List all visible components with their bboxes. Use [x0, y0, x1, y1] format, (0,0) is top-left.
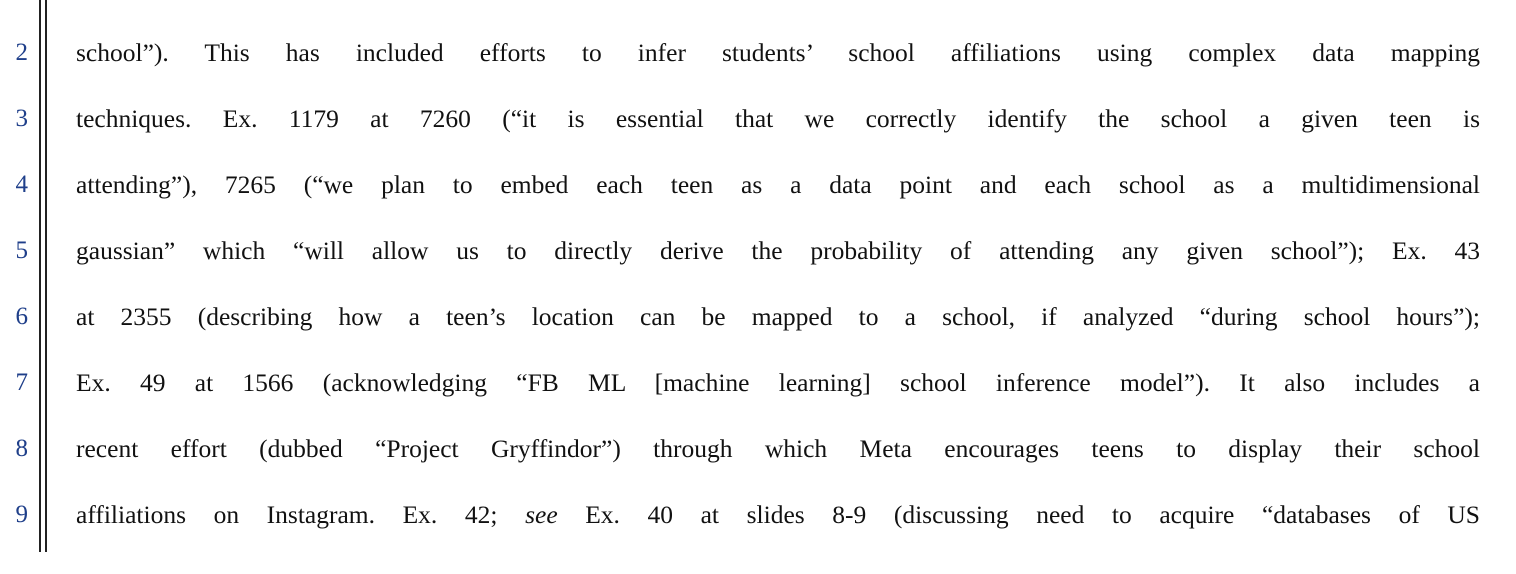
line-text: school”). This has included efforts to infer students’ school affiliations using complex data mapping	[76, 38, 1480, 67]
line-number: 3	[15, 105, 28, 132]
line-text: Ex. 49 at 1566 (acknowledging “FB ML [machine learning] school inference model”). It also includes a	[76, 368, 1480, 397]
line-number: 2	[15, 39, 28, 66]
line-number: 7	[15, 369, 28, 396]
line-text: attending”), 7265 (“we plan to embed each teen as a data point and each school as a multidimensional	[76, 170, 1480, 199]
line-text-segment: affiliations on Instagram. Ex. 42;	[76, 500, 526, 529]
line-text: at 2355 (describing how a teen’s location can be mapped to a school, if analyzed “during school hours”);	[76, 302, 1480, 331]
line-text	[76, 500, 1480, 530]
document-line	[0, 170, 1516, 236]
citation-signal-see: see	[525, 500, 558, 529]
line-number: 9	[15, 501, 28, 528]
document-line	[0, 302, 1516, 368]
line-text-segment: Ex. 40 at slides 8-9 (discussing need to acquire “databases of US	[557, 500, 1480, 529]
document-line	[0, 500, 1516, 566]
line-number: 4	[15, 171, 28, 198]
line-text: gaussian” which “will allow us to directly derive the probability of attending any given school”); Ex. 43	[76, 236, 1480, 265]
line-text: techniques. Ex. 1179 at 7260 (“it is essential that we correctly identify the school a given teen is	[76, 104, 1480, 133]
line-number: 5	[15, 237, 28, 264]
line-text: recent effort (dubbed “Project Gryffindor”) through which Meta encourages teens to display their school	[76, 434, 1480, 463]
document-line	[0, 434, 1516, 500]
document-line	[0, 104, 1516, 170]
document-line	[0, 236, 1516, 302]
line-number: 8	[15, 435, 28, 462]
line-number: 6	[15, 303, 28, 330]
document-line	[0, 38, 1516, 104]
document-line	[0, 368, 1516, 434]
